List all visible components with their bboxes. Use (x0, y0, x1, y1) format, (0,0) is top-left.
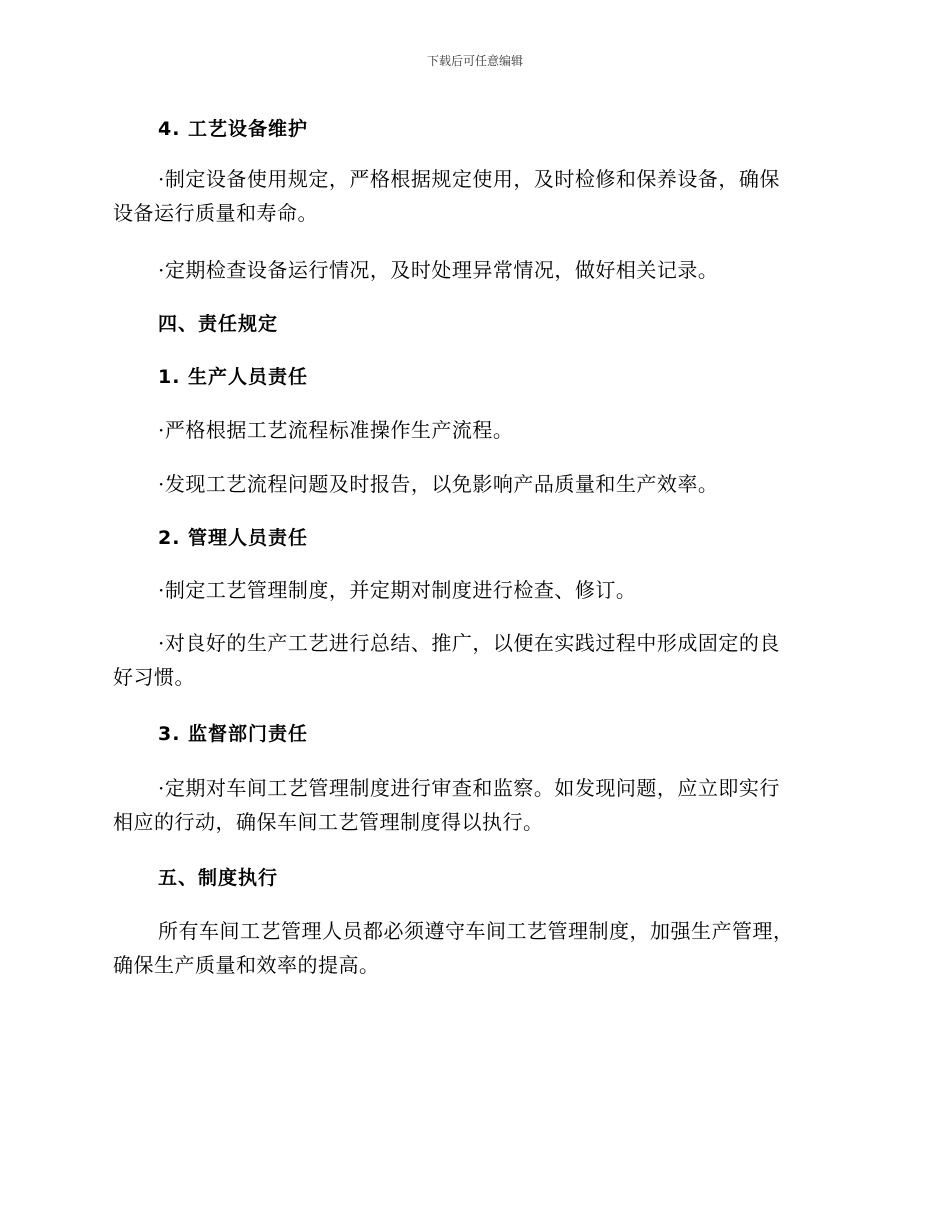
sub-2-bullet-2 (113, 626, 780, 694)
sub-1-bullet-1: ·严格根据工艺流程标准操作生产流程。 (158, 418, 514, 442)
chapter-5-paragraph-line-2: 确保生产质量和效率的提高。 (113, 953, 380, 977)
sub-1-heading: 1. 生产人员责任 (158, 366, 309, 388)
section-4-bullet-1-line-1: ·制定设备使用规定，严格根据规定使用，及时检修和保养设备，确保 (158, 167, 780, 191)
page-header: 下载后可任意编辑 (426, 54, 523, 68)
chapter-4-heading: 四、责任规定 (158, 313, 279, 335)
sub-2-bullet-2-line-1: ·对良好的生产工艺进行总结、推广，以便在实践过程中形成固定的良 (158, 631, 780, 655)
chapter-5-paragraph (113, 914, 794, 982)
section-4-bullet-2: ·定期检查设备运行情况，及时处理异常情况，做好相关记录。 (158, 258, 719, 282)
sub-2-heading: 2. 管理人员责任 (158, 527, 309, 549)
sub-2-bullet-1: ·制定工艺管理制度，并定期对制度进行检查、修订。 (158, 578, 637, 602)
sub-2-bullet-2-line-2: 好习惯。 (113, 665, 195, 689)
section-4-bullet-1-line-2: 设备运行质量和寿命。 (113, 201, 318, 225)
sub-3-heading: 3. 监督部门责任 (158, 723, 309, 745)
chapter-5-paragraph-line-1: 所有车间工艺管理人员都必须遵守车间工艺管理制度，加强生产管理， (158, 919, 794, 943)
sub-3-bullet-1 (113, 771, 780, 839)
section-4-bullet-1 (113, 162, 780, 230)
section-4-heading: 4. 工艺设备维护 (158, 118, 309, 140)
sub-3-bullet-1-line-2: 相应的行动，确保车间工艺管理制度得以执行。 (113, 810, 544, 834)
chapter-5-heading: 五、制度执行 (158, 867, 279, 889)
sub-1-bullet-2: ·发现工艺流程问题及时报告，以免影响产品质量和生产效率。 (158, 472, 719, 496)
sub-3-bullet-1-line-1: ·定期对车间工艺管理制度进行审查和监察。如发现问题，应立即实行 (158, 776, 780, 800)
